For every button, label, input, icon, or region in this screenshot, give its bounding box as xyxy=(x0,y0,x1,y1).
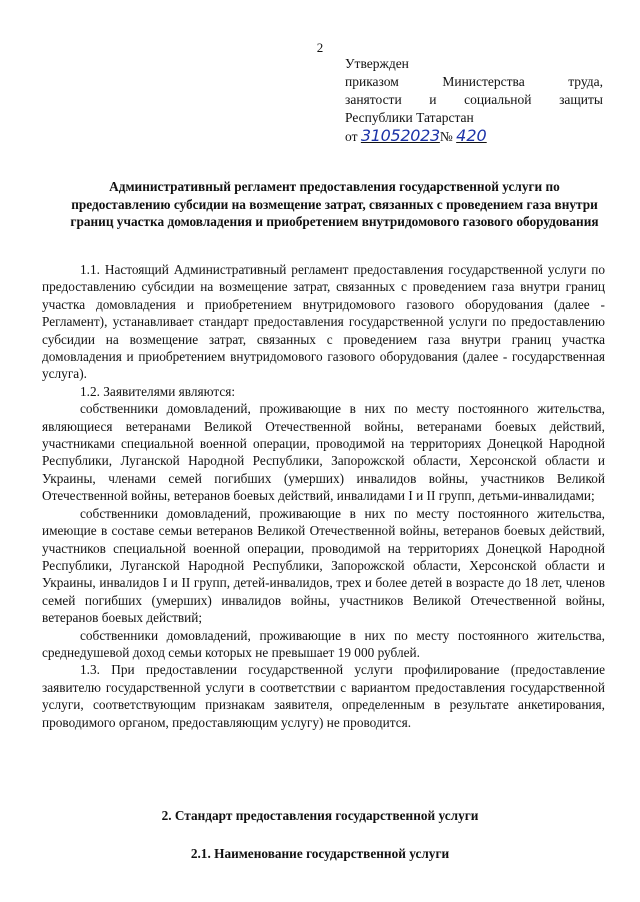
paragraph-1-2: 1.2. Заявителями являются: xyxy=(80,383,236,399)
approval-number: 420 xyxy=(456,126,487,145)
approval-date: 31052023 xyxy=(360,126,440,145)
approval-from-label: от xyxy=(345,129,358,144)
approval-line-1: Утвержден xyxy=(345,56,409,71)
document-title: Административный регламент предоставления государственной услуги по предоставлению субсидии на возмещение затрат, связанных с проведением газа внутри границ участка домовладения и приобретением внутридомового газового оборудования xyxy=(70,179,599,229)
section-2-1-heading: 2.1. Наименование государственной услуги xyxy=(190,846,450,861)
approval-line-4: Республики Татарстан xyxy=(345,110,474,125)
paragraph-1-1: 1.1. Настоящий Административный регламент предоставления государственной услуги по предоставлению субсидии на возмещение затрат, связанных с проведением газа внутри границ участка домовладения и приобретением внутридомового газового оборудования (далее - Регламент), устанавливает стандарт предоставления государственной услуги по предоставлению субсидии на возмещение затрат, связанных с проведением газа внутри границ участка домовладения и приобретением внутридомового газового оборудования (далее - государственная услуга). xyxy=(42,262,605,382)
approval-line-3: занятости и социальной защиты xyxy=(345,92,603,107)
paragraph-applicants-2: собственники домовладений, проживающие в них по месту постоянного жительства, имеющие в составе семьи ветеранов Великой Отечественной войны, ветеранов боевых действий, участников специальной военной операции, проводимой на территориях Донецкой Народной Республики, Луганской Народной Республики, Запорожской области, Херсонской области и Украины, инвалидов I и II групп, детей-инвалидов, трех и более детей в возрасте до 18 лет, членов семей погибших (умерших) инвалидов войны, участников Великой Отечественной войны, ветеранов боевых действий; xyxy=(42,505,605,626)
body-text xyxy=(42,261,605,731)
approval-stamp-block xyxy=(345,55,603,146)
approval-number-sign: № xyxy=(439,129,453,144)
paragraph-applicants-3: собственники домовладений, проживающие в них по месту постоянного жительства, среднедушевой доход семьи которых не превышает 19 000 рублей. xyxy=(42,627,605,660)
section-2-heading: 2. Стандарт предоставления государственной услуги xyxy=(161,808,479,823)
page-number: 2 xyxy=(316,40,324,55)
paragraph-applicants-1: собственники домовладений, проживающие в них по месту постоянного жительства, являющиеся ветеранами Великой Отечественной войны, ветеранами боевых действий, участниками специальной военной операции, проводимой на территориях Донецкой Народной Республики, Луганской Народной Республики, Запорожской области, Херсонской области и Украины, членами семей погибших (умерших) инвалидов войны, участников Великой Отечественной войны, ветеранов боевых действий, инвалидами I и II групп, детьми-инвалидами; xyxy=(42,401,605,504)
approval-line-2: приказом Министерства труда, xyxy=(345,74,603,89)
paragraph-1-3: 1.3. При предоставлении государственной услуги профилирование (предоставление заявителю государственной услуги в соответствии с вариантом предоставления государственной услуги, соответствующим признакам заявителя, определенным в результате анкетирования, проводимого органом, предоставляющим услугу) не проводится. xyxy=(42,662,605,730)
approval-date-line xyxy=(345,127,603,146)
